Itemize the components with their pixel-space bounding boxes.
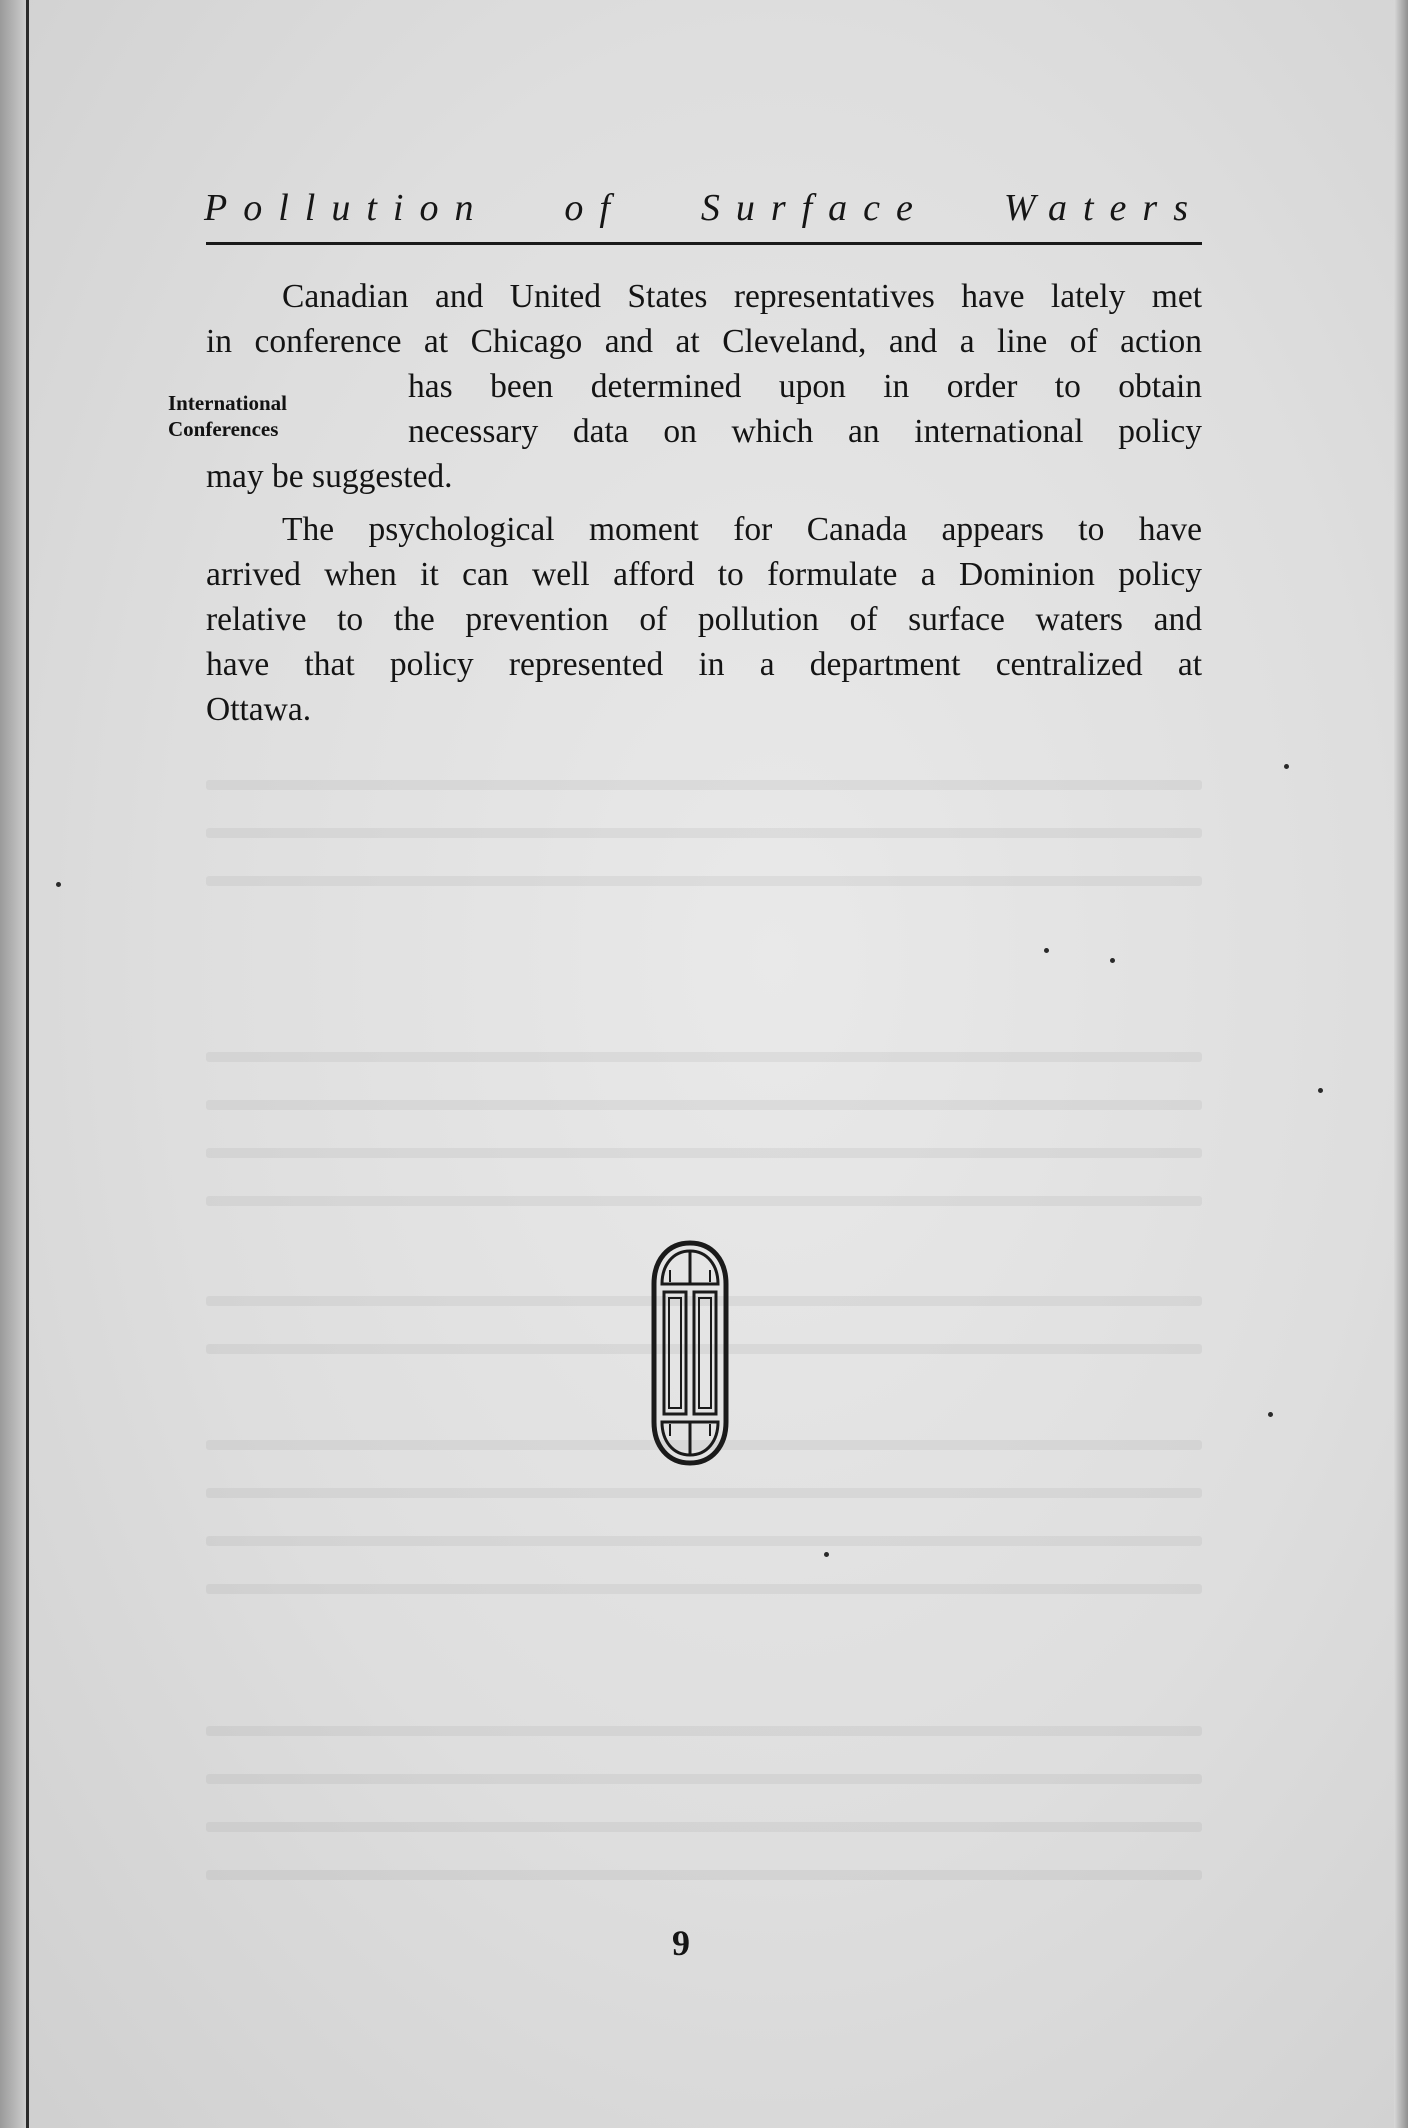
show-through — [206, 1870, 1202, 1880]
margin-note-line: International — [168, 391, 288, 415]
page-edge — [1394, 0, 1408, 2128]
scan-speck — [1318, 1088, 1323, 1093]
show-through — [206, 1052, 1202, 1062]
text-line: may be suggested. — [206, 458, 453, 495]
running-head-word: Surface — [700, 187, 929, 229]
running-head-word: Waters — [1003, 187, 1204, 229]
margin-note-line: Conferences — [168, 417, 279, 441]
text-line: in conference at Chicago and at Cleveland, and a line of action — [206, 323, 1202, 360]
binding-shadow — [0, 0, 26, 2128]
body-text — [206, 274, 1202, 740]
show-through — [206, 780, 1202, 790]
show-through — [206, 1100, 1202, 1110]
text-line: arrived when it can well afford to formulate a Dominion policy — [206, 556, 1202, 593]
page-number: 9 — [672, 1923, 690, 1963]
show-through — [206, 828, 1202, 838]
paragraph — [206, 507, 1202, 732]
text-line: relative to the prevention of pollution of surface waters and — [206, 601, 1202, 638]
show-through — [206, 1726, 1202, 1736]
running-head — [204, 186, 1204, 230]
show-through — [206, 1148, 1202, 1158]
paragraph — [206, 274, 1202, 499]
scan-speck — [824, 1552, 829, 1557]
running-head-word: Pollution — [204, 187, 490, 229]
text-line: Canadian and United States representatives have lately met — [282, 278, 1202, 315]
show-through — [206, 1584, 1202, 1594]
show-through — [206, 1488, 1202, 1498]
scan-speck — [1044, 948, 1049, 953]
text-line: necessary data on which an international policy — [408, 413, 1202, 450]
scan-speck — [1268, 1412, 1273, 1417]
text-line: has been determined upon in order to obtain — [408, 368, 1202, 405]
text-line: have that policy represented in a department centralized at — [206, 646, 1202, 683]
arched-panel-ornament-icon — [650, 1240, 730, 1466]
scan-speck — [56, 882, 61, 887]
show-through — [206, 1774, 1202, 1784]
show-through — [206, 1822, 1202, 1832]
binding-edge — [26, 0, 29, 2128]
show-through — [206, 876, 1202, 886]
scan-speck — [1284, 764, 1289, 769]
text-line: Ottawa. — [206, 691, 312, 728]
header-rule — [206, 242, 1202, 245]
show-through — [206, 1196, 1202, 1206]
scan-speck — [1110, 958, 1115, 963]
show-through — [206, 1536, 1202, 1546]
running-head-word: of — [564, 187, 626, 229]
text-line: The psychological moment for Canada appears to have — [282, 511, 1202, 548]
